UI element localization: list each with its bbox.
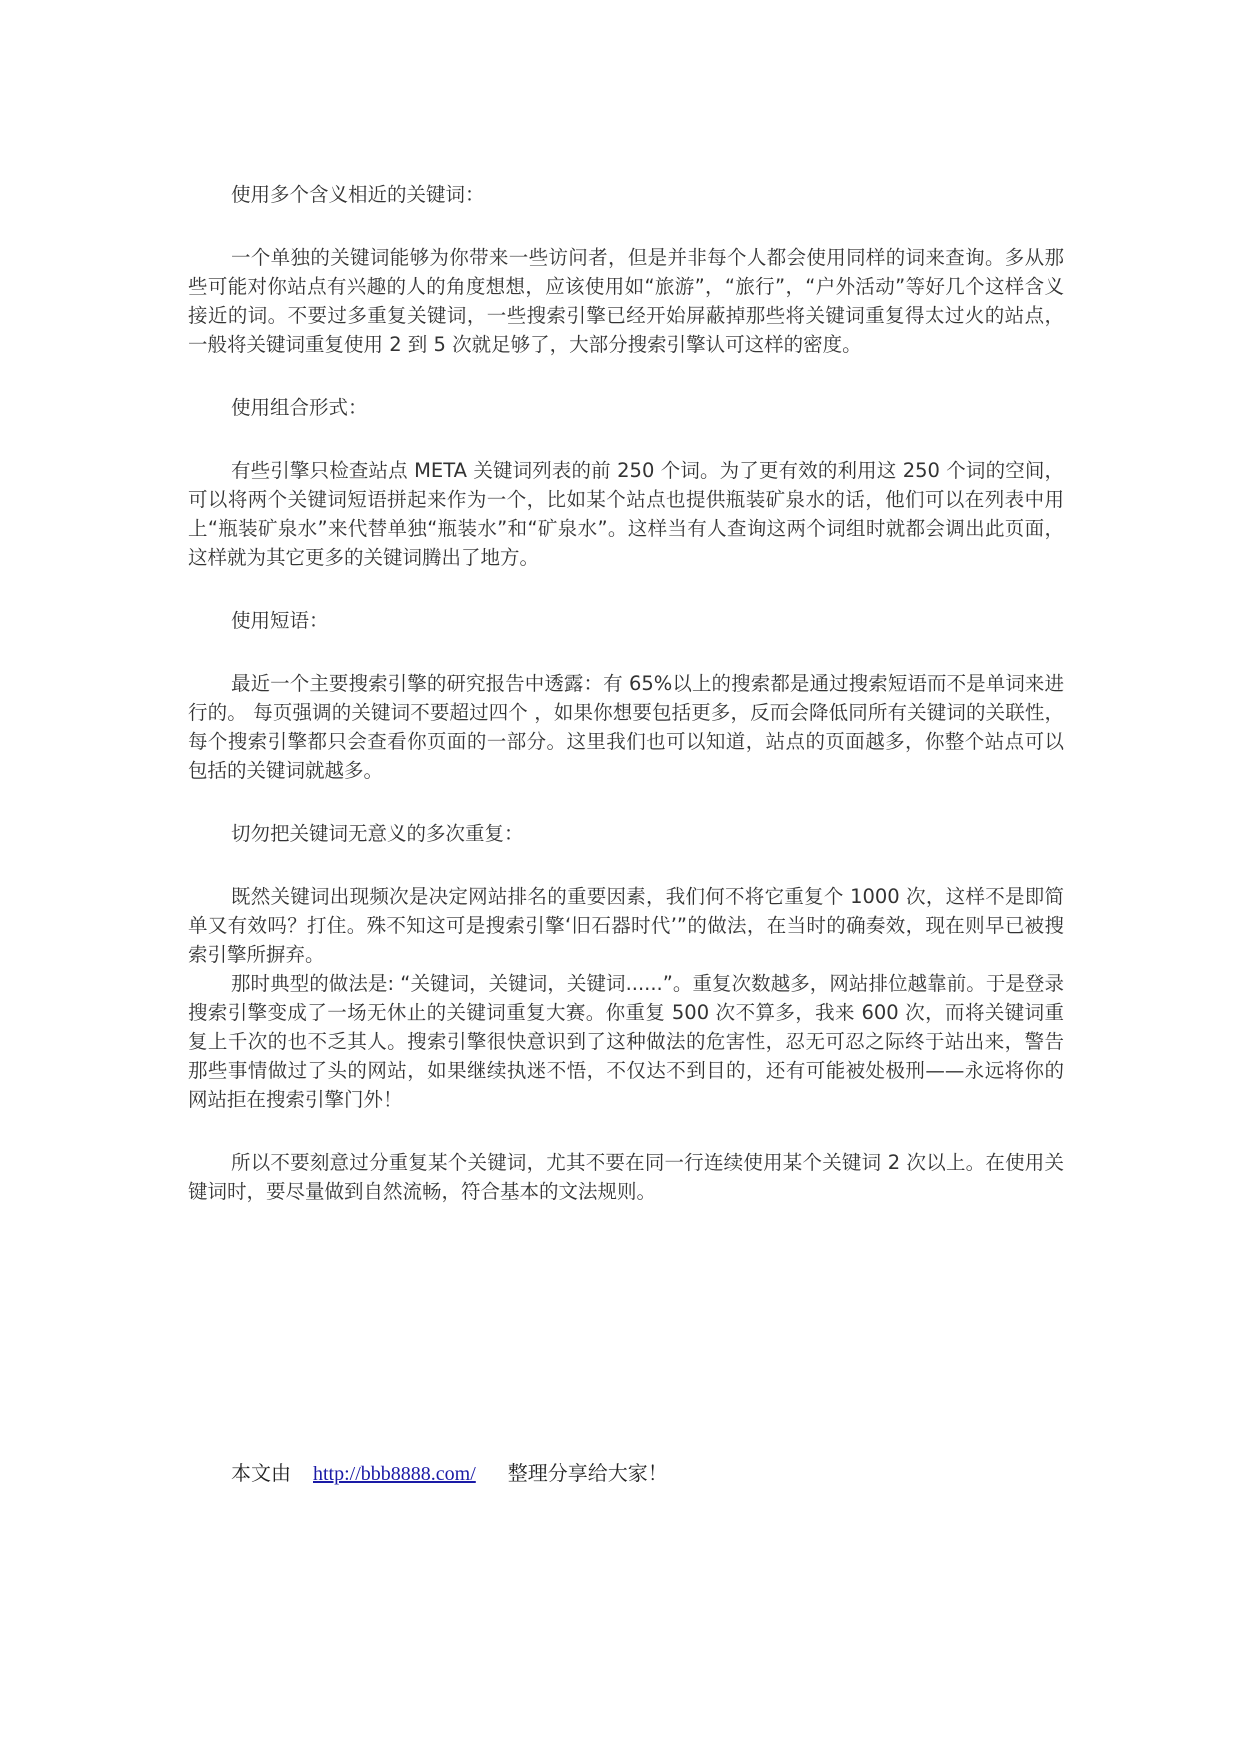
paragraph: 有些引擎只检查站点 META 关键词列表的前 250 个词。为了更有效的利用这 250 个词的空间，可以将两个关键词短语拼起来作为一个，比如某个站点也提供瓶装矿泉水的话，他们可以在列表中用上“瓶装矿泉水”来代替单独“瓶装水”和“矿泉水”。这样当有人查询这两个词组时就都会调出此页面，这样就为其它更多的关键词腾出了地方。 <box>188 459 1064 569</box>
section-heading: 使用多个含义相近的关键词： <box>231 183 485 206</box>
paragraph: 一个单独的关键词能够为你带来一些访问者，但是并非每个人都会使用同样的词来查询。多从那些可能对你站点有兴趣的人的角度想想，应该使用如“旅游”，“旅行”，“户外活动”等好几个这样含义接近的词。不要过多重复关键词，一些搜索引擎已经开始屏蔽掉那些将关键词重复得太过火的站点，一般将关键词重复使用 2 到 5 次就足够了，大部分搜索引擎认可这样的密度。 <box>188 246 1064 356</box>
section-heading: 使用短语： <box>231 609 329 632</box>
section-heading: 切勿把关键词无意义的多次重复： <box>231 822 524 845</box>
section-heading: 使用组合形式： <box>231 396 368 419</box>
footer-prefix: 本文由 <box>231 1463 291 1485</box>
paragraph: 既然关键词出现频次是决定网站排名的重要因素，我们何不将它重复个 1000 次，这样不是即简单又有效吗？打住。殊不知这可是搜索引擎‘旧石器时代’”的做法，在当时的确奏效，现在则早已被搜索引擎所摒弃。 <box>188 885 1064 966</box>
footer-credit <box>231 1460 668 1488</box>
paragraph: 所以不要刻意过分重复某个关键词，尤其不要在同一行连续使用某个关键词 2 次以上。在使用关键词时，要尽量做到自然流畅，符合基本的文法规则。 <box>188 1151 1064 1203</box>
footer-suffix: 整理分享给大家！ <box>507 1463 668 1485</box>
document-body <box>188 180 1064 1206</box>
source-link[interactable]: http://bbb8888.com/ <box>313 1463 476 1485</box>
paragraph: 最近一个主要搜索引擎的研究报告中透露：有 65%以上的搜索都是通过搜索短语而不是单词来进行的。 每页强调的关键词不要超过四个 ，如果你想要包括更多，反而会降低同所有关键词的关联性，每个搜索引擎都只会查看你页面的一部分。这里我们也可以知道，站点的页面越多，你整个站点可以包括的关键词就越多。 <box>188 672 1064 782</box>
paragraph: 那时典型的做法是: “关键词，关键词，关键词......”。重复次数越多，网站排位越靠前。于是登录搜索引擎变成了一场无休止的关键词重复大赛。你重复 500 次不算多，我来 600 次，而将关键词重复上千次的也不乏其人。搜索引擎很快意识到了这种做法的危害性，忍无可忍之际终于站出来，警告那些事情做过了头的网站，如果继续执迷不悟，不仅达不到目的，还有可能被处极刑——永远将你的网站拒在搜索引擎门外！ <box>188 972 1064 1111</box>
